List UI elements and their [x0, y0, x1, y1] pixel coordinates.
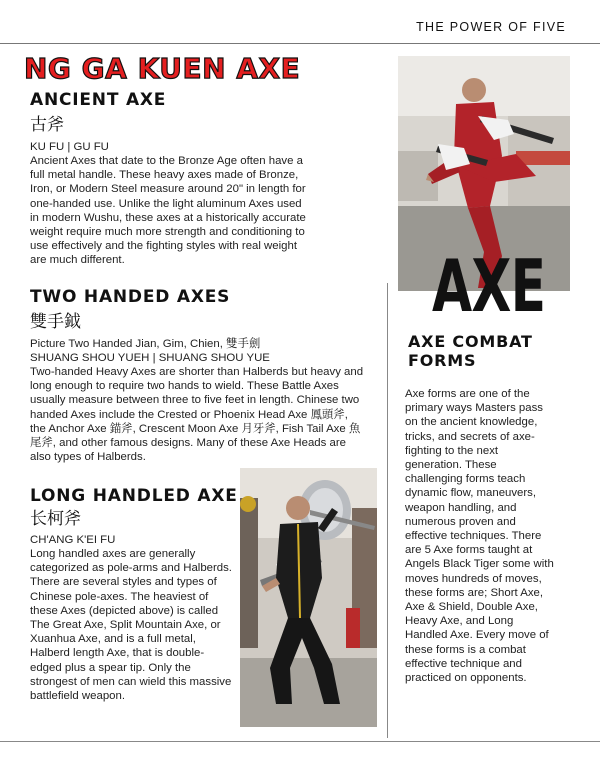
page-title: NG GA KUEN AXE [24, 52, 301, 85]
long-handled-axe-body: Long handled axes are generally categorized as pole-arms and Halberds. There are several styles and types of Chinese pole-axes. The heaviest of these Axes (depicted above) is called The Great Axe, Split Mountain Axe, or Xuanhua Axe, and is a full metal, Halberd length Axe, that is double-edged plus a spear tip. Only the strongest of men can wield this massive battlefield weapon. [30, 548, 232, 703]
long-handled-romanization: CH'ANG K'EI FU [30, 534, 116, 546]
long-handled-axe-chinese: 长柯斧 [30, 509, 81, 529]
black-uniform-long-axe-photo-art [240, 468, 377, 727]
black-uniform-long-axe-photo [240, 468, 377, 727]
two-handed-axes-body: Two-handed Heavy Axes are shorter than Halberds but heavy and long enough to require two hands to wield. These Battle Axes usually measure between three to five feet in length. Chinese two handed Axes include the Crested or Phoenix Head Axe 鳳頭斧, the Anchor Axe 錨斧, Crescent Moon Axe 月牙斧, Fish Tail Axe 魚尾斧, and other famous designs. Many of these Axe Heads are also types of Halberds. [30, 366, 364, 464]
footer-divider [0, 741, 600, 742]
ancient-axe-heading: ANCIENT AXE [30, 90, 167, 110]
long-handled-axe-heading: LONG HANDLED AXE [30, 486, 238, 506]
magazine-header-title: THE POWER OF FIVE [416, 20, 566, 34]
two-handed-axes-chinese: 雙手鉞 [30, 312, 81, 332]
header-divider [0, 43, 600, 44]
axe-combat-forms-heading: AXE COMBAT FORMS [408, 332, 533, 370]
ancient-axe-chinese: 古斧 [30, 115, 64, 135]
two-handed-picture-line: Picture Two Handed Jian, Gim, Chien, 雙手劍 [30, 338, 261, 350]
two-handed-axes-heading: TWO HANDED AXES [30, 287, 231, 307]
column-divider [387, 283, 388, 738]
axe-combat-forms-body: Axe forms are one of the primary ways Masters pass on the ancient knowledge, tricks, and secrets of axe-fighting to the next generation. These challenging forms teach dynamic flow, maneuvers, weapon handling, and numerous proven and effective techniques. There are 5 Axe forms taught at Angels Black Tiger some with moves hundreds of moves, these forms are; Short Axe, Axe & Shield, Double Axe, Heavy Axe, and Long Handled Axe. Every move of these forms is a combat effective technique and practiced on opponents. [405, 388, 554, 685]
axe-display-word: AXE [432, 244, 546, 328]
ancient-axe-body: Ancient Axes that date to the Bronze Age often have a full metal handle. These heavy axes made of Bronze, Iron, or Modern Steel measure around 20" in length for one-handed use. Unlike the light aluminum Axes used in modern Wushu, these axes at a historically accurate weight require much more strength and conditioning to use effectively and the fighting styles with real weight are much different. [30, 155, 306, 267]
ancient-axe-romanization: KU FU | GU FU [30, 141, 109, 153]
two-handed-romanization: SHUANG SHOU YUEH | SHUANG SHOU YUE [30, 352, 270, 364]
